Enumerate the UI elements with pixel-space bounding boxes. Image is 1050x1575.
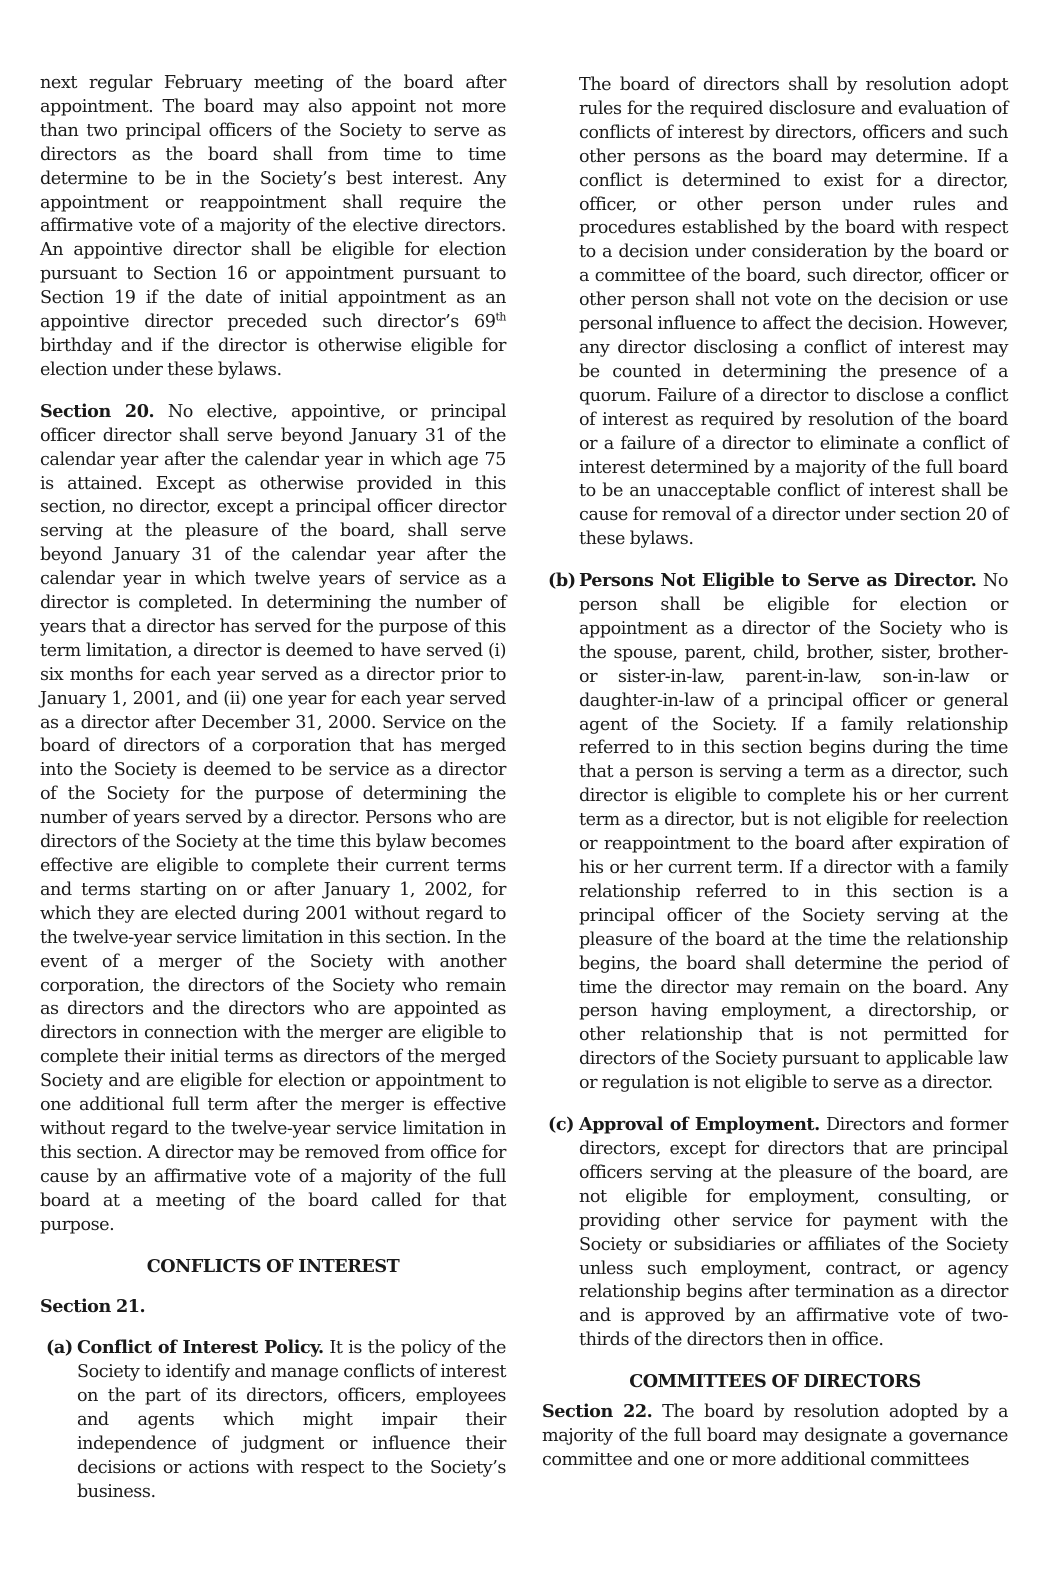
section-22-text: The board by resolution adopted by a majority of the full board may designate a governance committee and one or more additional committees bbox=[542, 1402, 1008, 1470]
section-21-label: Section 21. bbox=[40, 1296, 146, 1318]
section-21-item-c bbox=[542, 1113, 1008, 1353]
section-21-item-b bbox=[542, 569, 1008, 1096]
item-c-label: (c) bbox=[548, 1114, 575, 1136]
section-20-label: Section 20. bbox=[40, 400, 155, 422]
section-20-text: No elective, appointive, or principal officer director shall serve beyond January 31 of the calendar year after the calendar year in which age 75 is attained. Except as otherwise provided in this section, no director, except a principal officer director serving at the pleasure of the board, shall serve beyond January 31 of the calendar year after the calendar year in which twelve years of service as a director is completed. In determining the number of years that a director has served for the purpose of this term limitation, a director is deemed to have served (i) six months for each year served as a director prior to January 1, 2001, and (ii) one year for each year served as a director after December 31, 2000. Service on the board of directors of a corporation that has merged into the Society is deemed to be service as a director of the Society for the purpose of determining the number of years served by a director. Persons who are directors of the Society at the time this bylaw becomes effective are eligible to complete their current terms and terms starting on or after January 1, 2002, for which they are elected during 2001 without regard to the twelve-year service limitation in this section. In the event of a merger of the Society with another corporation, the directors of the Society who remain as directors and the directors who are appointed as directors in connection with the merger are eligible to complete their initial terms as directors of the merged Society and are eligible for election or appointment to one additional full term after the merger is effective without regard to the twelve-year service limitation in this section. A director may be removed from office for cause by an affirmative vote of a majority of the full board at a meeting of the board called for that purpose. bbox=[40, 401, 506, 1235]
item-c-text: Directors and former directors, except for directors that are principal officers serving at the pleasure of the board, are not eligible for employment, consulting, or providing other service for payment with the Society or subsidiaries or affiliates of the Society unless such employment, contract, or agency relationship begins after termination as a director and is approved by an affirmative vote of two-thirds of the directors then in office. bbox=[579, 1115, 1008, 1351]
heading-conflicts-of-interest: CONFLICTS OF INTEREST bbox=[146, 1255, 400, 1277]
left-column bbox=[40, 72, 506, 1505]
section-20-paragraph bbox=[40, 400, 506, 1238]
item-b-title: Persons Not Eligible to Serve as Director. bbox=[579, 570, 977, 592]
item-a-title: Conflict of Interest Policy. bbox=[77, 1337, 324, 1359]
section-21-item-a bbox=[40, 1336, 506, 1504]
item-a-text: It is the policy of the Society to identify and manage conflicts of interest on the part of its directors, officers, employees and agents which might impair their independence of judgment or influence their decisions or actions with respect to the Society’s business. bbox=[77, 1338, 507, 1502]
heading-committees-of-directors: COMMITTEES OF DIRECTORS bbox=[629, 1371, 921, 1393]
continuation-paragraph: next regular February meeting of the board after appointment. The board may also appoint not more than two principal officers of the Society to serve as directors as the board shall from time to time determine to be in the Society’s best interest. Any appointment or reappointment shall require the affirmative vote of a majority of the elective directors. An appointive director shall be eligible for election pursuant to Section 16 or appointment pursuant to Section 19 if the date of initial appointment as an appointive director preceded such director’s 69th birthday and if the director is otherwise eligible for election under these bylaws. bbox=[40, 73, 506, 380]
section-22-label: Section 22. bbox=[542, 1401, 653, 1423]
right-column bbox=[542, 74, 1008, 1473]
item-b-label: (b) bbox=[548, 570, 576, 592]
item-a-label: (a) bbox=[46, 1337, 73, 1359]
item-c-title: Approval of Employment. bbox=[579, 1114, 820, 1136]
item-b-text: No person shall be eligible for election or appointment as a director of the Society who is the spouse, parent, child, brother, sister, brother- or sister-in-law, parent-in-law, son-in-law or daughter-in-law of a principal officer or general agent of the Society. If a family relationship referred to in this section begins during the time that a person is serving a term as a director, such director is eligible to complete his or her current term as a director, but is not eligible for reelection or reappointment to the board after expiration of his or her current term. If a director with a family relationship referred to in this section is a principal officer of the Society serving at the pleasure of the board at the time the relationship begins, the board shall determine the period of time the director may remain on the board. Any person having employment, a directorship, or other relationship that is not permitted for directors of the Society pursuant to applicable law or regulation is not eligible to serve as a director. bbox=[579, 571, 1008, 1094]
ordinal-suffix: th bbox=[495, 310, 506, 324]
item-a-continued-text: The board of directors shall by resolution adopt rules for the required disclosure and evaluation of conflicts of interest by directors, officers and such other persons as the board may determine. If a conflict is determined to exist for a director, officer, or other person under rules and procedures established by the board with respect to a decision under consideration by the board or a committee of the board, such director, officer or other person shall not vote on the decision or use personal influence to affect the decision. However, any director disclosing a conflict of interest may be counted in determining the presence of a quorum. Failure of a director to disclose a conflict of interest as required by resolution of the board or a failure of a director to eliminate a conflict of interest determined by a majority of the full board to be an unacceptable conflict of interest shall be cause for removal of a director under section 20 of these bylaws. bbox=[579, 75, 1008, 550]
section-22-paragraph bbox=[542, 1400, 1008, 1473]
